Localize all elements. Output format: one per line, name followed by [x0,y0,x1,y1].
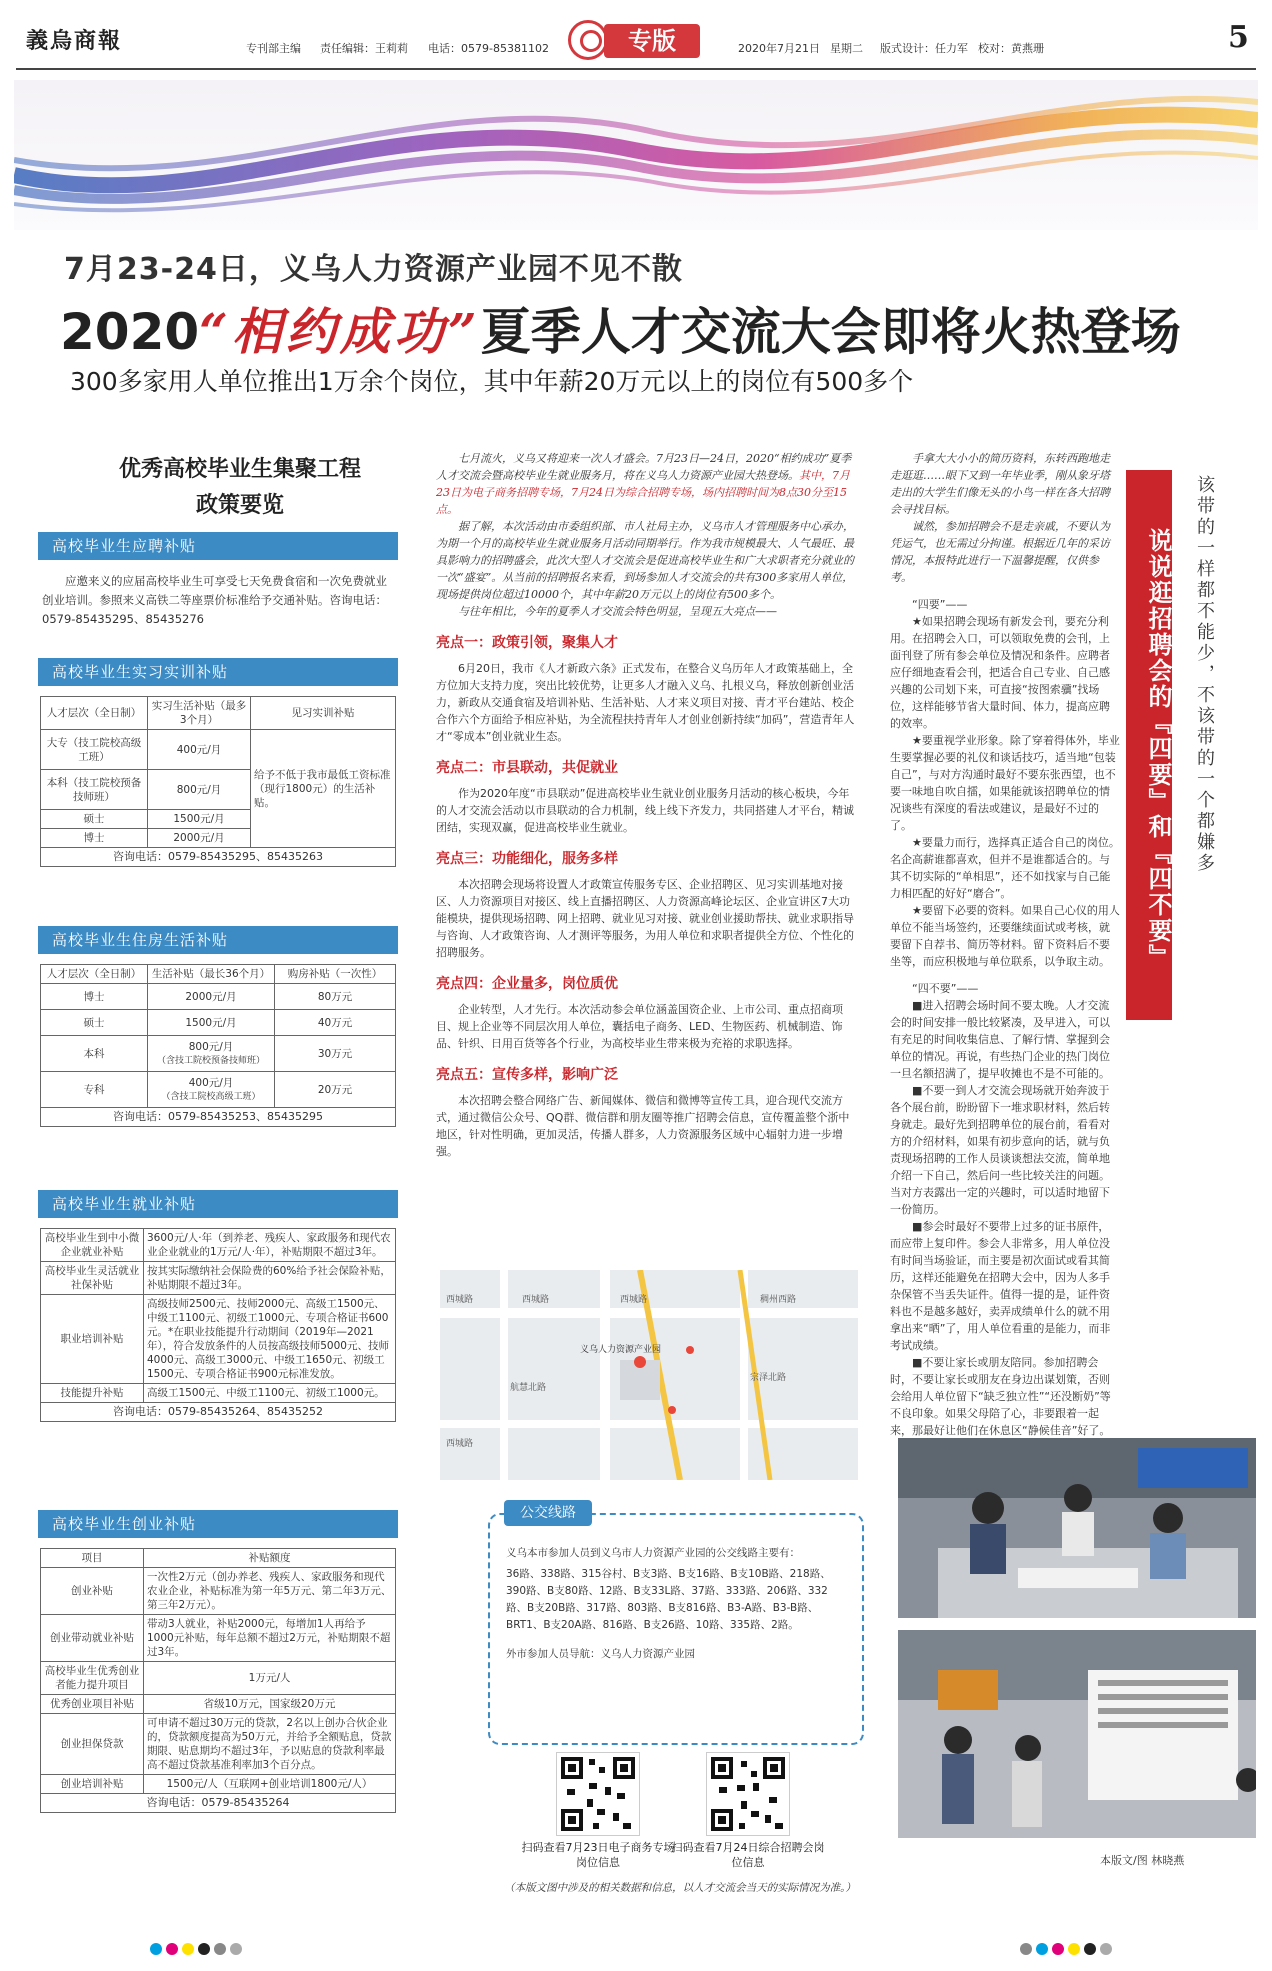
table-cell: 1500元/人（互联网+创业培训1800元/人） [144,1775,396,1794]
policy-title [90,452,390,524]
table-row [41,1295,396,1384]
table-cell: 创业补贴 [41,1568,144,1615]
highlight-heading-3: 亮点三：功能细化，服务多样 [436,851,618,867]
registration-dot-icon [166,1943,178,1955]
col-header: 实习生活补贴（最多3个月） [148,697,251,730]
highlight-paragraph-5: 本次招聘会整合网络广告、新闻媒体、微信和微博等宣传工具，迎合现代交流方式，通过微信公众号、QQ群、微信群和朋友圈等推广招聘会信息，宣传覆盖整个浙中地区，针对性明确，更加灵活，传播人群多，人力资源服务区域中心辐射力进一步增强。 [436,1094,850,1158]
table-row [41,1775,396,1794]
section-header-housing: 高校毕业生住房生活补贴 [38,926,398,954]
table-header-row [41,697,396,730]
table-cell: 博士 [41,984,148,1010]
registration-marks-right [1020,1940,1116,1954]
section-header-employment: 高校毕业生就业补贴 [38,1190,398,1218]
tips-article [890,450,1120,1439]
dont-item: ■进入招聘会场时间不要太晚。人才交流会的时间安排一般比较紧凑，及早进入，可以有充足的时间收集信息、了解行情、掌握到会单位的情况。再说，有些热门企业的热门岗位一旦名额招满了，提早收摊也不是不可能的。 [890,999,1110,1080]
job-fair-photo-2 [898,1630,1256,1838]
table-cell-value: 800元/月 [188,1040,234,1053]
table-row [41,1108,396,1127]
phone-number: 电话：0579-85381102 [428,42,549,55]
table-cell: 创业带动就业补贴 [41,1615,144,1662]
editor-credit: 专刊部主编 [246,42,301,55]
headline-rest: 夏季人才交流大会即将火热登场 [480,303,1181,361]
map-label: 稠州西路 [760,1295,797,1305]
sidebar-vertical-subtitle: 该带的一样都不能少，不该带的一个都嫌多 [1194,475,1215,874]
contact-line: 咨询电话：0579-85435264、85435252 [41,1403,396,1422]
section-badge [568,18,702,62]
do-item: ★要量力而行，选择真正适合自己的岗位。名企高薪谁都喜欢，但并不是谁都适合的。与其不切实际的“单相思”，还不如找家与自己能力相匹配的好好“磨合”。 [890,836,1120,900]
housing-table [40,964,396,1127]
table-row [41,1229,396,1262]
dont-item: ■不要让家长或朋友陪同。参加招聘会时，不要让家长或朋友在身边出谋划策，否则会给用人单位留下“缺乏独立性”“还没断奶”等不良印象。如果父母陪了心，非要跟着一起来，那最好让他们在休息区“静候佳音”好了。 [890,1356,1111,1437]
qr-caption: 扫码查看7月24日综合招聘会岗位信息 [671,1841,825,1869]
table-cell: 30万元 [275,1036,396,1072]
table-row [41,848,396,867]
table-cell-note: （含技工院校高级工班） [161,1091,261,1102]
bus-navigation: 外市参加人员导航：义乌人力资源产业园 [506,1648,695,1660]
map-label: 义乌人力资源产业园 [580,1345,662,1355]
issue-weekday: 星期二 [830,42,863,55]
registration-dot-icon [1052,1943,1064,1955]
table-cell [148,1036,275,1072]
table-row [41,1695,396,1714]
map-pin-icon [668,1406,676,1414]
do-item: ★要留下必要的资料。如果自己心仪的用人单位不能当场签约，还要继续面试或考核，就要留下自荐书、简历等材料。留下资料后不要坐等，而应积极地与单位联系，以争取主动。 [890,904,1120,968]
tips-intro: 手拿大大小小的简历资料，东转西跑地走走逛逛……眼下又到一年毕业季，刚从象牙塔走出的大学生们像无头的小鸟一样在各大招聘会寻找目标。 [890,452,1110,516]
page-header [0,0,1272,78]
job-fair-photo-1 [898,1438,1256,1618]
tips-intro-2: 诚然，参加招聘会不是走亲戚，不要认为凭运气，也无需过分拘谨。根据近几年的采访情况，本报特此进行一下温馨提醒，仅供参考。 [890,520,1110,584]
table-cell: 大专（技工院校高级工班） [41,730,148,770]
table-cell: 硕士 [41,1010,148,1036]
table-cell: 20万元 [275,1072,396,1108]
contact-line: 咨询电话：0579-85435295、85435263 [41,848,396,867]
internship-table [40,696,396,867]
col-header: 项目 [41,1549,144,1568]
table-cell-merged: 给予不低于我市最低工资标准（现行1800元）的生活补贴。 [251,730,396,848]
table-cell: 优秀创业项目补贴 [41,1695,144,1714]
intro-text: 七月流火，义乌又将迎来一次人才盛会。7月23日—24日，2020“相约成功”夏季人才交流会暨高校毕业生就业服务月，将在义乌人力资源产业园大热登场。 [436,452,852,482]
table-cell: 80万元 [275,984,396,1010]
startup-table [40,1548,396,1813]
table-row [41,984,396,1010]
registration-dot-icon [1068,1943,1080,1955]
do-item: ★要重视学业形象。除了穿着得体外，毕业生要掌握必要的礼仪和谈话技巧，适当地“包装自己”，与对方沟通时最好不要东张西望，也不要一味地自吹自擂，如果能就该招聘单位的情况谈些有深度的看法或建议，是最好不过的了。 [890,734,1120,832]
table-cell: 按其实际缴纳社会保险费的60%给予社会保险补贴，补贴期限不超过3年。 [144,1262,396,1295]
table-cell: 本科（技工院校预备技师班） [41,770,148,810]
dont-item: ■不要一到人才交流会现场就开始奔波于各个展台前，盼盼留下一堆求职材料，然后转身就走。最好先到招聘单位的展台前，看看对方的介绍材料，如果有初步意向的话，就与负责现场招聘的工作人员谈谈想法交流，简单地介绍一下自己，然后问一些比较关注的问题。当对方表露出一定的兴趣时，可以适时地留下一份简历。 [890,1084,1110,1216]
table-cell: 带动3人就业，补贴2000元，每增加1人再给予1000元补贴，每年总额不超过2万元，补贴期限不超过3年。 [144,1615,396,1662]
col-header: 人才层次（全日制） [41,697,148,730]
highlight-paragraph-4: 企业转型，人才先行。本次活动参会单位涵盖国资企业、上市公司、重点招商项目、规上企业等不同层次用人单位，囊括电子商务、LED、生物医药、机械制造、饰品、针织、日用百货等各个行业，为高校毕业生带来极为充裕的求职选择。 [436,1003,843,1050]
contact-line: 咨询电话：0579-85435253、85435295 [41,1108,396,1127]
disclaimer-note: （本版文图中涉及的相关数据和信息，以人才交流会当天的实际情况为准。） [504,1882,856,1894]
table-cell: 高校毕业生优秀创业者能力提升项目 [41,1662,144,1695]
highlight-paragraph-3: 本次招聘会现场将设置人才政策宣传服务专区、企业招聘区、见习实训基地对接区、人力资源项目对接区、线上直播招聘区、人力资源高峰论坛区、企业宣讲区7大功能模块，提供现场招聘、网上招聘、就业见习对接、就业创业援助帮扶、就业求职指导与咨询、人才政策咨询、人才测评等服务，为用人单位和求职者提供全方位、个性化的招聘服务。 [436,878,854,959]
issue-date: 2020年7月21日 [738,42,820,55]
table-cell: 博士 [41,829,148,848]
table-row [41,1794,396,1813]
table-cell: 省级10万元，国家级20万元 [144,1695,396,1714]
bus-routes: 36路、338路、315谷村、B支3路、B支16路、B支10B路、218路、390路、B支80路、12路、B支33L路、37路、333路、206路、332路、B支20B路、317路、803路、B支816路、B3-A路、B3-B路、BRT1、B支20A路、816路、B支26路、10路、335路、2路。 [506,1568,831,1631]
table-cell: 一次性2万元（创办养老、残疾人、家政服务和现代农业企业，补贴标准为第一年5万元、第二年3万元、第三年2万元）。 [144,1568,396,1615]
table-row [41,1714,396,1775]
registration-dot-icon [182,1943,194,1955]
table-cell: 高校毕业生灵活就业社保补贴 [41,1262,144,1295]
table-row [41,1662,396,1695]
table-cell: 可申请不超过30万元的贷款，2名以上创办合伙企业的，贷款额度提高为50万元，并给予全额贴息，贷款期限、贴息期均不超过3年，予以贴息的贷款利率最高不超过贷款基准利率加3个百分点。 [144,1714,396,1775]
section-header-startup: 高校毕业生创业补贴 [38,1510,398,1538]
intro-highlight: 其中，7月23日为电子商务招聘专场，7月24日为综合招聘专场，场内招聘时间为8点30分至15点。 [436,469,850,516]
map-label: 西城路 [522,1295,550,1305]
map-label: 宗泽北路 [750,1373,787,1383]
application-subsidy-text: 应邀来义的应届高校毕业生可享受七天免费食宿和一次免费就业创业培训。参照来义高铁二等座票价标准给予交通补贴。咨询电话：0579-85435295、85435276 [42,574,387,626]
headline-slogan: “相约成功” [199,302,481,361]
map-graphic [440,1270,858,1480]
section-header-internship: 高校毕业生实习实训补贴 [38,658,398,686]
table-row [41,1384,396,1403]
qr-caption: 扫码查看7月23日电子商务专场岗位信息 [521,1841,675,1869]
col-header: 人才层次（全日制） [41,965,148,984]
table-cell-value: 400元/月 [188,1076,234,1089]
table-header-row [41,1549,396,1568]
table-row [41,730,396,770]
table-cell: 1500元/月 [148,810,251,829]
bus-intro: 义乌本市参加人员到义乌市人力资源产业园的公交线路主要有： [506,1547,800,1559]
bus-route-box [488,1513,864,1745]
table-cell: 创业培训补贴 [41,1775,144,1794]
section-badge-label: 专版 [604,24,700,58]
location-map [440,1270,858,1480]
highlight-heading-1: 亮点一：政策引领，聚集人才 [436,635,618,651]
highlight-heading-4: 亮点四：企业量多，岗位质优 [436,976,618,992]
table-header-row [41,965,396,984]
table-cell: 2000元/月 [148,984,275,1010]
table-row [41,1072,396,1108]
bus-route-tag: 公交线路 [504,1500,592,1526]
qr-code-graphic [557,1753,639,1835]
table-row [41,1568,396,1615]
registration-dot-icon [150,1943,162,1955]
policy-title-line2: 政策要览 [195,493,284,518]
col-header: 生活补贴（最长36个月） [148,965,275,984]
contact-line: 咨询电话：0579-85435264 [41,1794,396,1813]
qr-code-graphic [707,1753,789,1835]
highlight-heading-2: 亮点二：市县联动，共促就业 [436,760,618,776]
registration-dot-icon [1020,1943,1032,1955]
table-row [41,1010,396,1036]
newspaper-logo: 義烏商報 [26,28,123,54]
map-label: 西城路 [620,1295,648,1305]
layout-designer: 版式设计：任力军 [880,42,968,55]
registration-dot-icon [230,1943,242,1955]
highlight-paragraph-1: 6月20日，我市《人才新政六条》正式发布，在整合义乌历年人才政策基础上，全方位加大支持力度，突出比较优势，让更多人才融入义乌、扎根义乌，释放创新创业活力，新政从交通食宿及培训补贴、生活补贴、人才来义项目对接、青才平台建站、校企合作六个方面给予相应补贴，为全流程扶持青年人才创业创新持续“加码”，营造青年人才“零成本”创业就业生态。 [436,662,855,743]
photo-credit: 本版文/图 林晓燕 [1100,1854,1185,1867]
article-intro [436,450,860,518]
map-pin-icon [686,1346,694,1354]
article-intro-2: 据了解，本次活动由市委组织部、市人社局主办，义乌市人才管理服务中心承办，为期一个月的高校毕业生就业服务月活动同期举行。作为我市规模最大、人气最旺、最具影响力的招聘盛会，此次大型人才交流会是促进高校毕业生和广大求职者充分就业的一次“盛宴”。从当前的招聘报名来看，到场参加人才交流会的共有300多家用人单位，现场提供岗位超过10000个，其中年薪20万元以上的岗位有500多个。 [436,520,854,601]
qr-code-icon[interactable] [706,1752,790,1836]
table-cell: 高级工1500元、中级工1100元、初级工1000元。 [144,1384,396,1403]
table-cell: 专科 [41,1072,148,1108]
table-cell: 1500元/月 [148,1010,275,1036]
table-cell: 创业担保贷款 [41,1714,144,1775]
photo-graphic [898,1438,1256,1618]
col-header: 购房补贴（一次性） [275,965,396,984]
map-label: 航慧北路 [510,1383,547,1393]
map-pin-icon [634,1356,646,1368]
table-cell: 高校毕业生到中小微企业就业补贴 [41,1229,144,1262]
main-article [436,450,860,1160]
four-dont-heading: “四不要”—— [912,982,979,995]
page-number: 5 [1228,20,1249,55]
proofreader: 校对：黄燕珊 [978,42,1044,55]
main-headline [60,292,1181,364]
registration-marks-left [150,1940,246,1954]
policy-title-line1: 优秀高校毕业生集聚工程 [118,457,361,482]
table-cell: 1万元/人 [144,1662,396,1695]
highlight-heading-5: 亮点五：宣传多样，影响广泛 [436,1067,618,1083]
table-cell: 本科 [41,1036,148,1072]
table-row [41,1262,396,1295]
registration-dot-icon [198,1943,210,1955]
responsible-editor: 责任编辑：王莉莉 [320,42,408,55]
kicker-line: 7月23-24日，义乌人力资源产业园不见不散 [64,252,683,287]
dont-item: ■参会时最好不要带上过多的证书原件，而应带上复印件。参会人非常多，用人单位没有时间当场验证，而主要是初次面试或看其简历，这样还能避免在招聘大会中，因为人多手杂保管不当丢失证件。值得一提的是，证件资料也不是越多越好，卖弄成绩单什么的就不用拿出来“晒”了，用人单位看重的是能力，而非考试成绩。 [890,1220,1111,1352]
table-cell: 技能提升补贴 [41,1384,144,1403]
table-cell: 硕士 [41,810,148,829]
registration-dot-icon [1036,1943,1048,1955]
photo-graphic [898,1630,1256,1838]
decorative-banner [14,80,1258,230]
header-rule [16,68,1256,70]
table-cell: 高级技师2500元、技师2000元、高级工1500元、中级工1100元、初级工1000元、专项合格证书600元。*在职业技能提升行动期间（2019年—2021年），符合发放条件的人员按高级技师5000元、技师4000元、高级工3000元、中级工1650元、初级工1500元、专项合格证书900元标准发放。 [144,1295,396,1384]
table-row [41,1036,396,1072]
subtitle: 300多家用人单位推出1万余个岗位，其中年薪20万元以上的岗位有500多个 [70,367,914,396]
qr-code-icon[interactable] [556,1752,640,1836]
four-do-heading: “四要”—— [912,598,968,611]
highlight-paragraph-2: 作为2020年度“市县联动”促进高校毕业生就业创业服务月活动的核心板块，今年的人才交流会活动以市县联动的合力机制，线上线下齐发力，共同搭建人才平台，精诚团结，实现双赢，促进高校毕业生就业。 [436,787,854,834]
registration-dot-icon [214,1943,226,1955]
table-cell: 2000元/月 [148,829,251,848]
section-header-application: 高校毕业生应聘补贴 [38,532,398,560]
table-cell: 3600元/人·年（到养老、残疾人、家政服务和现代农业企业就业的1万元/人·年），补贴期限不超过3年。 [144,1229,396,1262]
map-label: 西城路 [446,1295,474,1305]
table-cell-note: （含技工院校预备技师班） [156,1055,265,1066]
col-header: 见习实训补贴 [251,697,396,730]
table-cell: 400元/月 [148,730,251,770]
sidebar-vertical-title: 说说逛招聘会的『四要』和『四不要』 [1126,470,1172,1020]
table-row [41,1403,396,1422]
table-row [41,1615,396,1662]
registration-dot-icon [1084,1943,1096,1955]
map-label: 西城路 [446,1439,474,1449]
employment-table [40,1228,396,1422]
wave-ribbon-graphic [14,80,1258,230]
registration-dot-icon [1100,1943,1112,1955]
table-cell: 职业培训补贴 [41,1295,144,1384]
bus-route-content [506,1545,846,1663]
article-intro-3: 与往年相比，今年的夏季人才交流会特色明显，呈现五大亮点—— [458,605,777,618]
table-cell: 800元/月 [148,770,251,810]
do-item: ★如果招聘会现场有新发会刊，要充分利用。在招聘会入口，可以领取免费的会刊，上面刊登了所有参会单位及情况和条件。应聘者应仔细地查看会刊，把适合自己专业、自己感兴趣的公司划下来，可直接“按图索骥”找场位，这样能够节省大量时间、体力，提高应聘的效率。 [890,615,1110,730]
col-header: 补贴额度 [144,1549,396,1568]
headline-year: 2020 [60,303,200,361]
table-cell: 40万元 [275,1010,396,1036]
table-cell [148,1072,275,1108]
badge-ring-icon [568,20,608,60]
